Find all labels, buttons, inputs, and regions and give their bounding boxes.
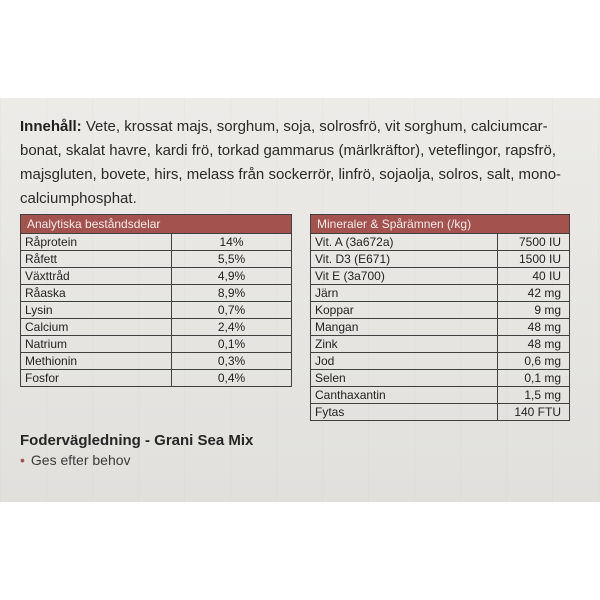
row-value: 14% (172, 234, 292, 251)
row-value: 9 mg (498, 302, 570, 319)
row-name: Vit E (3a700) (311, 268, 498, 285)
row-name: Vit. D3 (E671) (311, 251, 498, 268)
table-row (311, 285, 570, 302)
ingredients-paragraph (20, 115, 580, 211)
table-row (311, 387, 570, 404)
row-name: Råaska (21, 285, 172, 302)
analytical-components-table (20, 214, 292, 387)
row-value: 40 IU (498, 268, 570, 285)
row-name: Selen (311, 370, 498, 387)
table-row (311, 404, 570, 421)
row-value: 140 FTU (498, 404, 570, 421)
bullet-icon: • (20, 452, 25, 468)
row-name: Fytas (311, 404, 498, 421)
feeding-guide-item-text: Ges efter behov (30, 452, 131, 468)
row-name: Fosfor (21, 370, 172, 387)
minerals-trace-elements-table (310, 214, 570, 421)
table-row (21, 285, 292, 302)
row-name: Vit. A (3a672a) (311, 234, 498, 251)
table-row (311, 336, 570, 353)
table-row (21, 336, 292, 353)
row-name: Natrium (21, 336, 172, 353)
row-value: 48 mg (498, 336, 570, 353)
row-value: 0,3% (172, 353, 292, 370)
analytical-table-header: Analytiska beståndsdelar (21, 215, 292, 234)
row-value: 8,9% (172, 285, 292, 302)
row-value: 5,5% (172, 251, 292, 268)
table-row (21, 268, 292, 285)
row-value: 0,1 mg (498, 370, 570, 387)
row-value: 0,1% (172, 336, 292, 353)
row-value: 48 mg (498, 319, 570, 336)
row-value: 42 mg (498, 285, 570, 302)
row-value: 2,4% (172, 319, 292, 336)
table-row (311, 319, 570, 336)
table-row (21, 319, 292, 336)
row-value: 7500 IU (498, 234, 570, 251)
row-value: 1,5 mg (498, 387, 570, 404)
ingredients-title: Innehåll: (20, 118, 82, 135)
row-name: Mangan (311, 319, 498, 336)
row-name: Råfett (21, 251, 172, 268)
table-row (21, 251, 292, 268)
row-value: 0,6 mg (498, 353, 570, 370)
table-row (311, 251, 570, 268)
row-name: Råprotein (21, 234, 172, 251)
row-name: Lysin (21, 302, 172, 319)
row-name: Järn (311, 285, 498, 302)
feeding-guide-title: Fodervägledning - Grani Sea Mix (20, 432, 254, 449)
table-row (311, 370, 570, 387)
row-name: Zink (311, 336, 498, 353)
row-value: 0,4% (172, 370, 292, 387)
row-value: 0,7% (172, 302, 292, 319)
table-row (21, 234, 292, 251)
feeding-guide-item (20, 452, 131, 468)
table-row (21, 370, 292, 387)
ingredients-text: Vete, krossat majs, sorghum, soja, solrosfrö, vit sorghum, calciumcar- bonat, skalat havre, kardi frö, torkad gammarus (märlkräftor), veteflingor, rapsfrö, majsgluten, bovete, hirs, melass från sockerrör, linfrö, sojaolja, solros, salt, mono- calciumphosphat. (20, 118, 562, 207)
row-name: Canthaxantin (311, 387, 498, 404)
table-row (311, 353, 570, 370)
row-name: Koppar (311, 302, 498, 319)
table-row (21, 302, 292, 319)
table-row (311, 302, 570, 319)
row-name: Calcium (21, 319, 172, 336)
table-row (311, 234, 570, 251)
table-row (21, 353, 292, 370)
row-value: 4,9% (172, 268, 292, 285)
row-name: Methionin (21, 353, 172, 370)
table-row (311, 268, 570, 285)
row-name: Växttråd (21, 268, 172, 285)
product-label-photo (0, 98, 600, 502)
minerals-table-header: Mineraler & Spårämnen (/kg) (311, 215, 570, 234)
row-name: Jod (311, 353, 498, 370)
row-value: 1500 IU (498, 251, 570, 268)
